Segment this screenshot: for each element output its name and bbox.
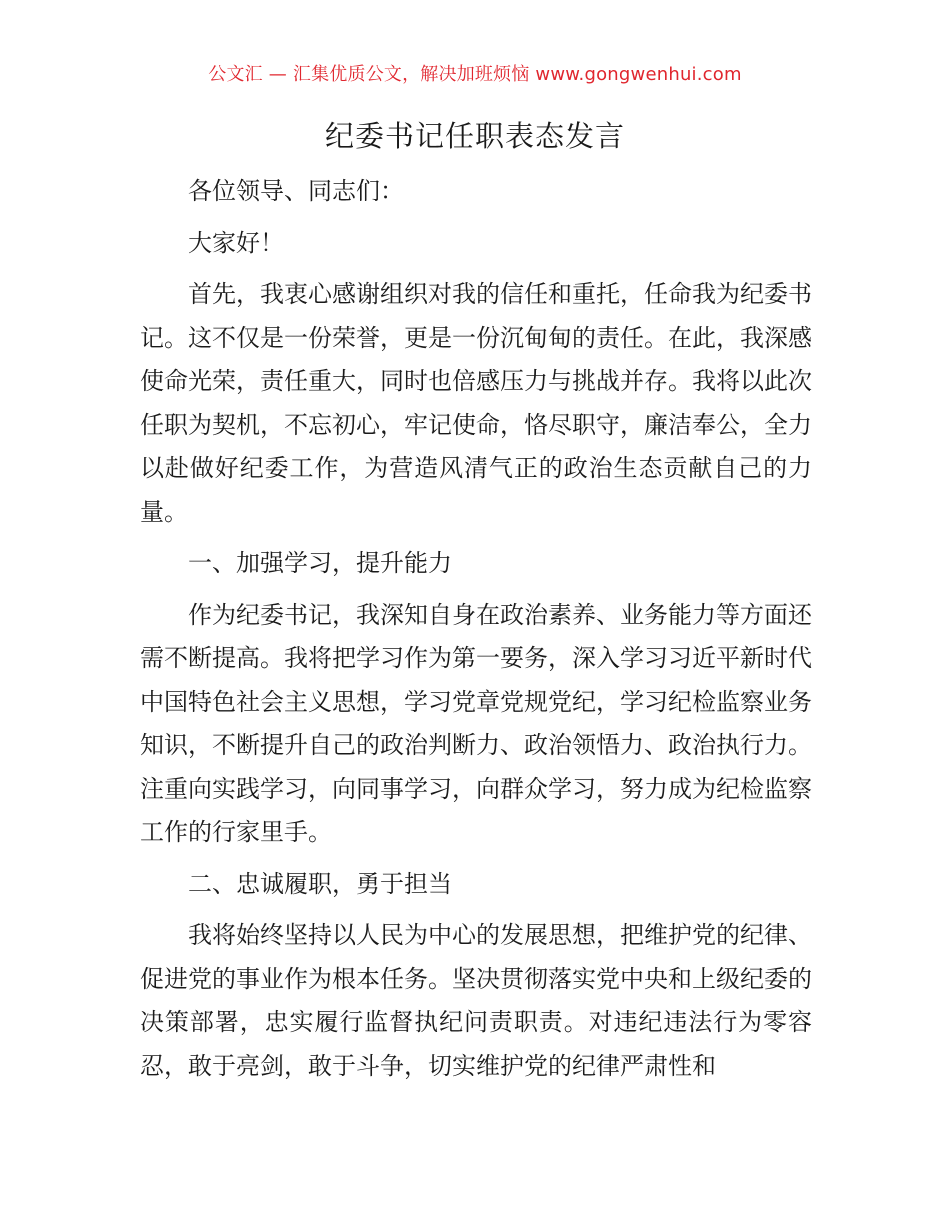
site-header-banner: 公文汇 — 汇集优质公文，解决加班烦恼 www.gongwenhui.com <box>208 64 742 85</box>
paragraph-section-1: 作为纪委书记，我深知自身在政治素养、业务能力等方面还需不断提高。我将把学习作为第一要务，深入学习习近平新时代中国特色社会主义思想，学习党章党规党纪，学习纪检监察业务知识，不断提升自己的政治判断力、政治领悟力、政治执行力。注重向实践学习，向同事学习，向群众学习，努力成为纪检监察工作的行家里手。 <box>140 600 812 846</box>
salutation: 各位领导、同志们： <box>188 177 404 205</box>
greeting: 大家好！ <box>188 228 284 257</box>
paragraph-section-2: 我将始终坚持以人民为中心的发展思想，把维护党的纪律、促进党的事业作为根本任务。坚决贯彻落实党中央和上级纪委的决策部署，忠实履行监督执纪问责职责。对违纪违法行为零容忍，敢于亮剑，敢于斗争，切实维护党的纪律严肃性和 <box>140 921 812 1080</box>
section-heading-1: 一、加强学习，提升能力 <box>188 549 452 577</box>
paragraph-intro: 首先，我衷心感谢组织对我的信任和重托，任命我为纪委书记。这不仅是一份荣誉，更是一份沉甸甸的责任。在此，我深感使命光荣，责任重大，同时也倍感压力与挑战并存。我将以此次任职为契机，不忘初心，牢记使命，恪尽职守，廉洁奉公，全力以赴做好纪委工作，为营造风清气正的政治生态贡献自己的力量。 <box>140 280 812 526</box>
document-body <box>140 170 812 1096</box>
section-heading-2: 二、忠诚履职，勇于担当 <box>188 869 452 898</box>
document-title: 纪委书记任职表态发言 <box>324 119 625 153</box>
